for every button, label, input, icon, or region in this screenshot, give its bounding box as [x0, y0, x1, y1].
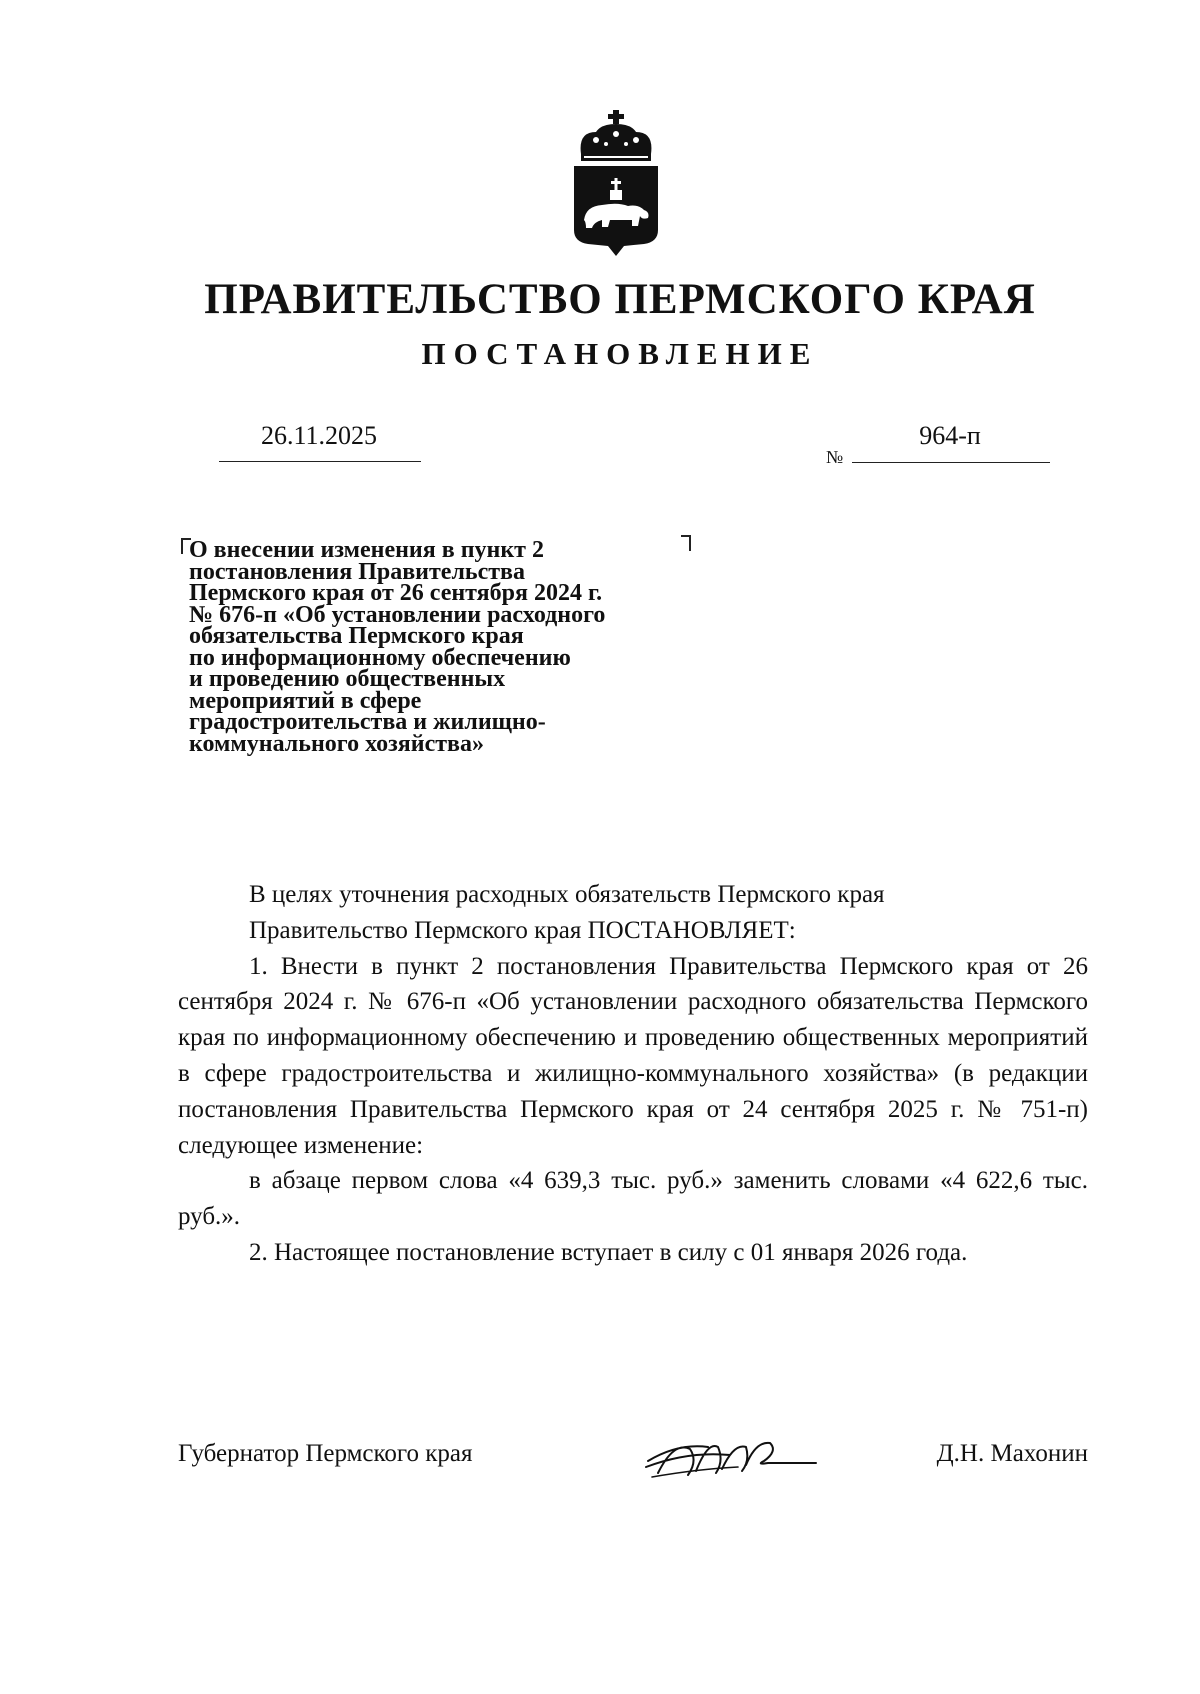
subject-line: постановления Правительства — [189, 558, 525, 585]
item-2-paragraph: 2. Настоящее постановление вступает в силу с 01 января 2026 года. — [249, 1238, 968, 1266]
document-subject — [189, 537, 709, 757]
document-body — [178, 877, 1088, 1271]
date-underline — [219, 461, 421, 462]
document-date: 26.11.2025 — [260, 421, 378, 450]
subject-line: Пермского края от 26 сентября 2024 г. — [189, 580, 603, 606]
item-1-amendment: в абзаце первом слова «4 639,3 тыс. руб.» заменить словами «4 622,6 тыс. руб.». — [178, 1167, 1088, 1231]
handwritten-signature-icon — [638, 1421, 818, 1485]
item-1-paragraph: 1. Внести в пункт 2 постановления Правительства Пермского края от 26 сентября 2024 г. № 676-п «Об установлении расходного обязательства Пермского края по информационному обеспечению и проведению общественных мероприятий в сфере градостроительства и жилищно-коммунального хозяйства» (в редакции постановления Правительства Пермского края от 24 сентября 2025 г. № 751-п) следующее изменение: — [178, 952, 1088, 1159]
subject-line: О внесении изменения в пункт 2 — [189, 537, 544, 563]
signatory-name: Д.Н. Махонин — [936, 1440, 1088, 1467]
organization-title: ПРАВИТЕЛЬСТВО ПЕРМСКОГО КРАЯ — [204, 276, 1036, 323]
perm-krai-coat-of-arms-icon — [566, 110, 666, 260]
signature-block — [178, 1441, 1088, 1501]
subject-line: обязательства Пермского края — [189, 623, 524, 649]
document-type-title: ПОСТАНОВЛЕНИЕ — [421, 336, 819, 371]
subject-line: и проведению общественных — [189, 666, 506, 692]
subject-line: градостроительства и жилищно- — [189, 709, 546, 735]
subject-line: по информационному обеспечению — [189, 644, 571, 671]
document-number: 964-п — [919, 421, 981, 450]
subject-line: мероприятий в сфере — [189, 687, 422, 714]
preamble-paragraph: В целях уточнения расходных обязательств Пермского края — [249, 881, 885, 908]
number-label: № — [826, 447, 844, 467]
subject-line: коммунального хозяйства» — [189, 730, 485, 757]
signatory-position: Губернатор Пермского края — [178, 1440, 473, 1467]
number-underline — [852, 462, 1050, 463]
resolution-statement: Правительство Пермского края ПОСТАНОВЛЯЕТ: — [249, 916, 796, 944]
subject-line: № 676-п «Об установлении расходного — [189, 601, 606, 628]
